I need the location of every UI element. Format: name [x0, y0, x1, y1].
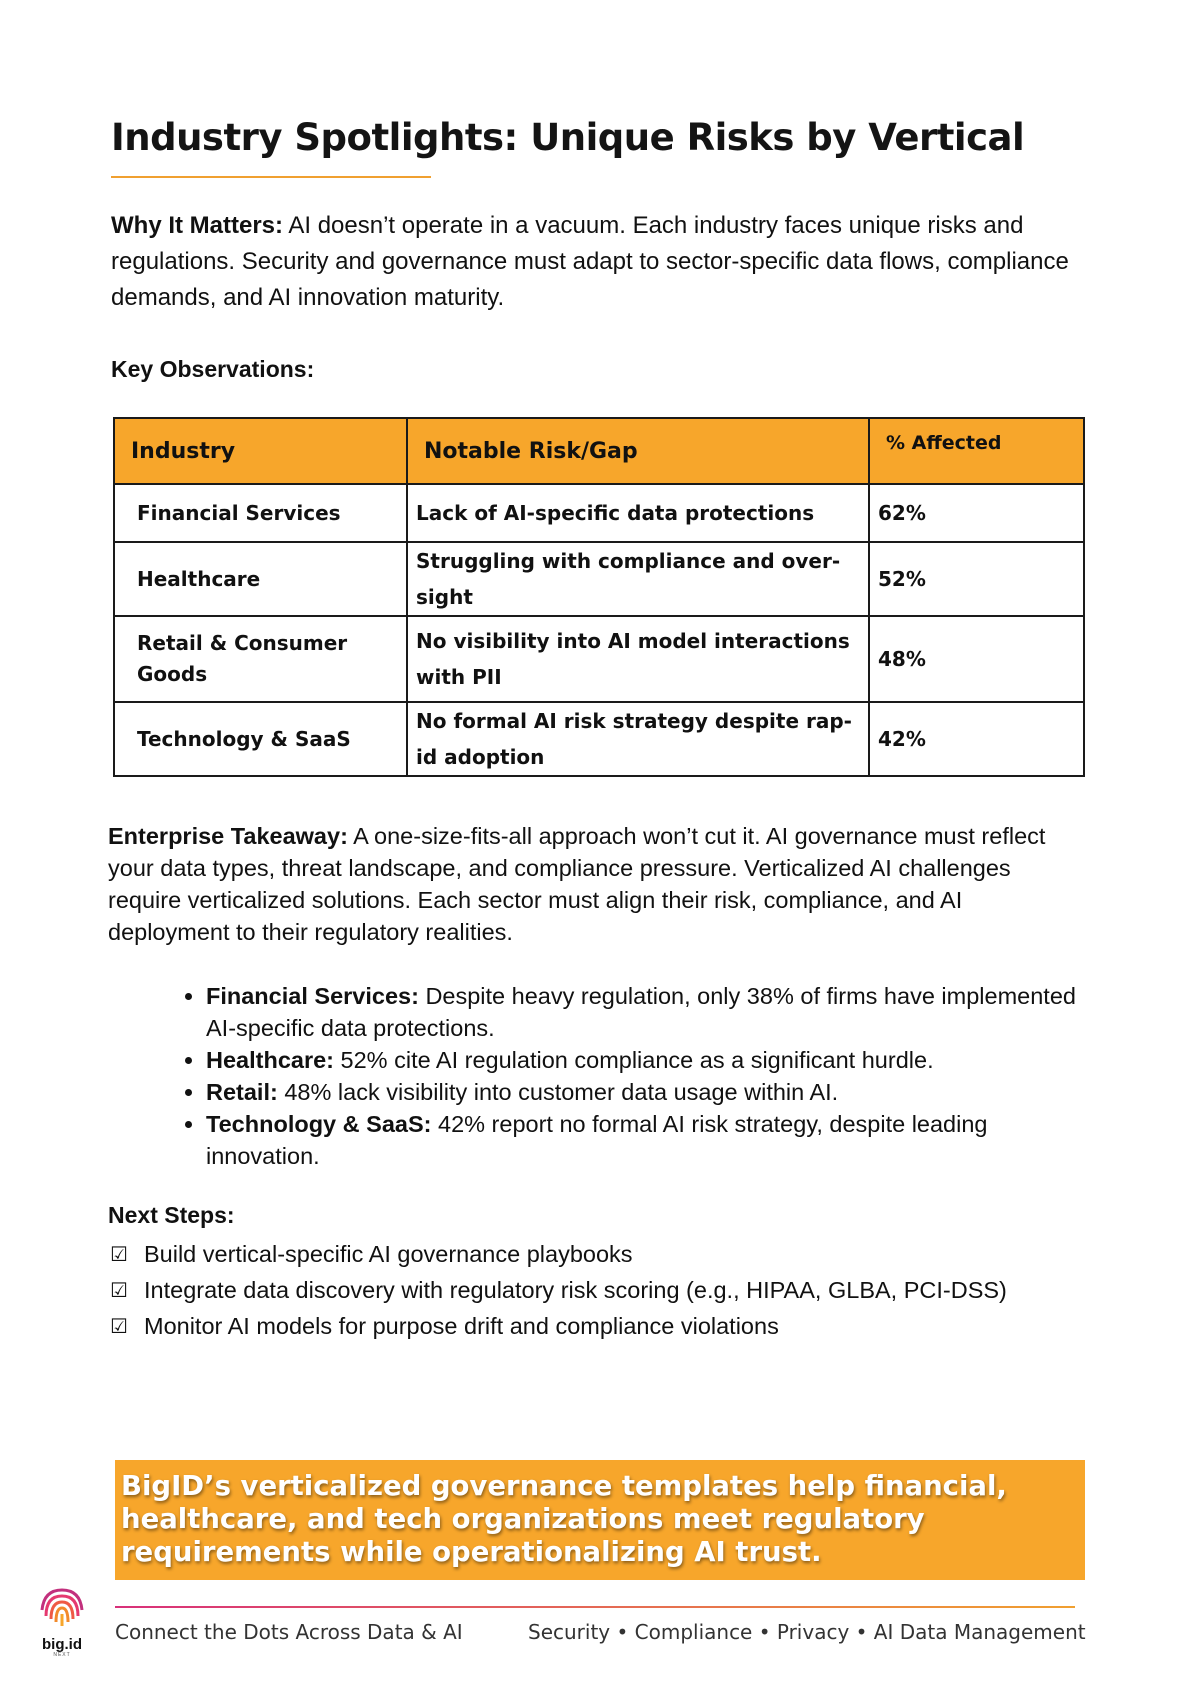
- cell-risk: No formal AI risk strategy despite rap-id adoption: [407, 702, 869, 776]
- fingerprint-icon: [36, 1586, 88, 1636]
- table-row: [114, 542, 1084, 616]
- logo-wordmark: big.id: [42, 1636, 82, 1653]
- why-text: AI doesn’t operate in a vacuum. Each industry faces unique risks and regulations. Security and governance must adapt to sector-specific data flows, compliance demands, and AI innovation maturity.: [111, 212, 1069, 311]
- checkbox-icon: ☑: [110, 1314, 128, 1338]
- callout-box: [115, 1460, 1085, 1580]
- observations-table: [113, 417, 1085, 777]
- table-row: [114, 484, 1084, 542]
- cell-affected: 48%: [869, 616, 1084, 702]
- takeaway-label: Enterprise Takeaway:: [108, 823, 348, 849]
- logo-subtext: NEXT: [53, 1652, 71, 1658]
- step-text: Integrate data discovery with regulatory risk scoring (e.g., HIPAA, GLBA, PCI-DSS): [144, 1277, 1007, 1303]
- list-item: [206, 1044, 1106, 1076]
- header-industry: Industry: [114, 418, 407, 484]
- footer-divider: [115, 1606, 1075, 1608]
- footer-categories: Security • Compliance • Privacy • AI Data Management: [528, 1620, 1086, 1644]
- table-row: [114, 702, 1084, 776]
- why-it-matters-paragraph: [111, 208, 1071, 316]
- step-text: Build vertical-specific AI governance playbooks: [144, 1241, 633, 1267]
- checkbox-icon: ☑: [110, 1242, 128, 1266]
- table-header-row: [114, 418, 1084, 484]
- list-item: [206, 1108, 1106, 1172]
- next-steps-heading: Next Steps:: [108, 1202, 235, 1228]
- finding-label: Healthcare:: [206, 1047, 334, 1073]
- key-observations-heading: Key Observations:: [111, 356, 315, 382]
- cell-risk: No visibility into AI model interactions with PII: [407, 616, 869, 702]
- finding-label: Technology & SaaS:: [206, 1111, 432, 1137]
- findings-list: [170, 980, 1106, 1172]
- list-item: [206, 980, 1106, 1044]
- footer-tagline: Connect the Dots Across Data & AI: [115, 1620, 463, 1644]
- title-underline: [111, 176, 431, 178]
- next-steps-list: [110, 1236, 1070, 1344]
- cell-affected: 42%: [869, 702, 1084, 776]
- finding-text: 48% lack visibility into customer data usage within AI.: [277, 1079, 839, 1105]
- cell-risk: Struggling with compliance and over-sight: [407, 542, 869, 616]
- step-text: Monitor AI models for purpose drift and compliance violations: [144, 1313, 779, 1339]
- list-item: [206, 1076, 1106, 1108]
- header-affected: % Affected: [869, 418, 1084, 484]
- finding-text: 52% cite AI regulation compliance as a significant hurdle.: [334, 1047, 934, 1073]
- cell-affected: 62%: [869, 484, 1084, 542]
- callout-text: BigID’s verticalized governance templates help financial, healthcare, and tech organizations meet regulatory requirements while operationalizing AI trust.: [121, 1470, 1007, 1568]
- cell-industry: Technology & SaaS: [114, 702, 407, 776]
- cell-industry: Healthcare: [114, 542, 407, 616]
- finding-text: 42% report no formal AI risk strategy, despite leading innovation.: [206, 1111, 988, 1169]
- list-item: [110, 1272, 1070, 1308]
- bigid-logo: [36, 1586, 88, 1668]
- finding-label: Financial Services:: [206, 983, 419, 1009]
- cell-risk: Lack of AI-specific data protections: [407, 484, 869, 542]
- takeaway-text: A one-size-fits-all approach won’t cut it. AI governance must reflect your data types, threat landscape, and compliance pressure. Verticalized AI challenges require verticalized solutions. Each sector must align their risk, compliance, and AI deployment to their regulatory realities.: [108, 823, 1046, 945]
- why-label: Why It Matters:: [111, 212, 284, 239]
- cell-industry: Retail & Consumer Goods: [114, 616, 407, 702]
- finding-text: Despite heavy regulation, only 38% of firms have implemented AI-specific data protections.: [206, 983, 1076, 1041]
- list-item: [110, 1308, 1070, 1344]
- page-title: Industry Spotlights: Unique Risks by Vertical: [111, 116, 1025, 159]
- list-item: [110, 1236, 1070, 1272]
- checkbox-icon: ☑: [110, 1278, 128, 1302]
- table-row: [114, 616, 1084, 702]
- finding-label: Retail:: [206, 1079, 278, 1105]
- header-risk: Notable Risk/Gap: [407, 418, 869, 484]
- enterprise-takeaway-paragraph: [108, 820, 1088, 948]
- cell-industry: Financial Services: [114, 484, 407, 542]
- cell-affected: 52%: [869, 542, 1084, 616]
